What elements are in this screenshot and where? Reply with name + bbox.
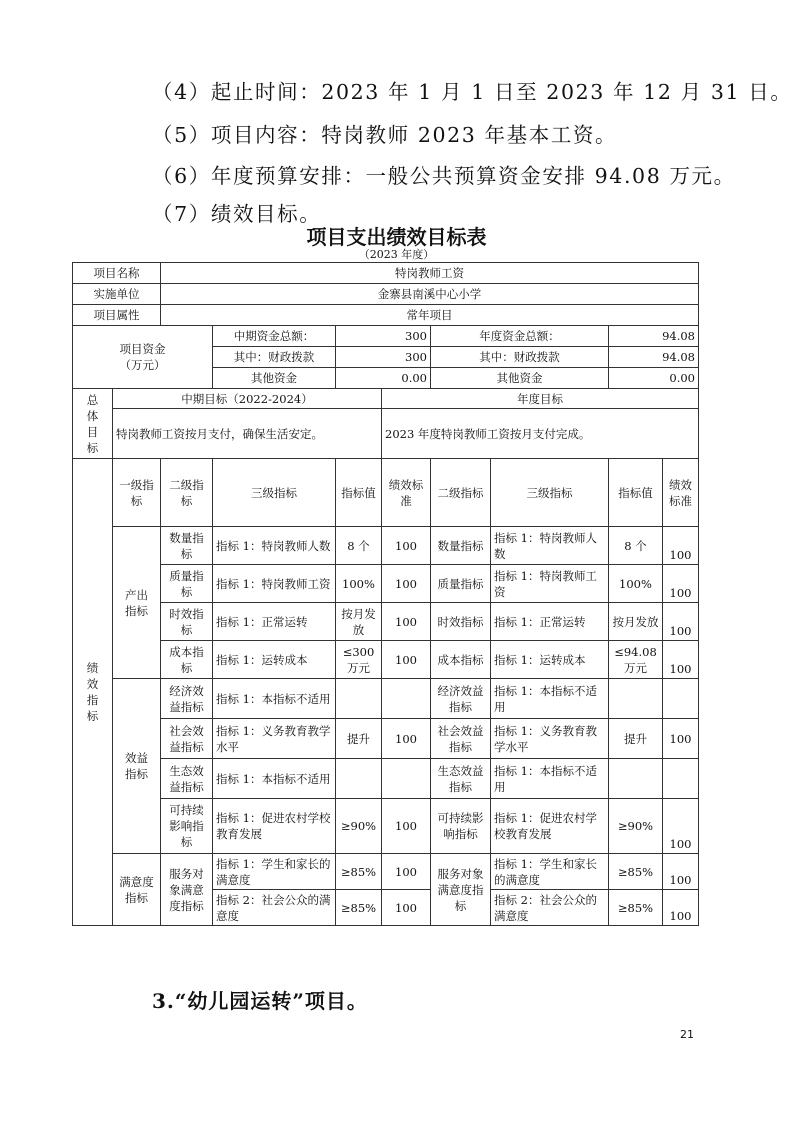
row-level3: 指标 1：特岗教师人数 [213, 527, 336, 565]
overall-goal-label: 总体目标 [73, 389, 113, 459]
row-level2-right: 社会效益指标 [431, 719, 491, 759]
project-attribute-label: 项目属性 [73, 305, 161, 326]
project-funds-label-line1: 项目资金 [119, 342, 166, 356]
header-level2: 二级指标 [161, 459, 213, 527]
row-value [336, 759, 382, 799]
row-value: 提升 [336, 719, 382, 759]
row-standard-right: 100 [663, 719, 699, 759]
header-level3-right: 三级指标 [491, 459, 609, 527]
row-level3: 指标 2：社会公众的满意度 [213, 890, 336, 926]
row-level3-right: 指标 1：特岗教师人数 [491, 527, 609, 565]
row-level2: 生态效益指标 [161, 759, 213, 799]
row-level3-right: 指标 1：运转成本 [491, 641, 609, 679]
row-value-right: 8 个 [609, 527, 663, 565]
mid-other-value: 0.00 [336, 368, 431, 389]
row-level3-right: 指标 1：本指标不适用 [491, 759, 609, 799]
year-fiscal-label: 其中：财政拨款 [431, 347, 609, 368]
row-level2: 数量指标 [161, 527, 213, 565]
row-level3-right: 指标 2：社会公众的满意度 [491, 890, 609, 926]
row-value: 按月发放 [336, 603, 382, 641]
row-standard: 100 [382, 565, 431, 603]
row-level3: 指标 1：学生和家长的满意度 [213, 854, 336, 890]
header-standard: 绩效标准 [382, 459, 431, 527]
row-level3-right: 指标 1：特岗教师工资 [491, 565, 609, 603]
output-indicators-label: 产出指标 [113, 527, 161, 679]
row-level3: 指标 1：本指标不适用 [213, 679, 336, 719]
implementing-unit-label: 实施单位 [73, 284, 161, 305]
row-level2-right: 数量指标 [431, 527, 491, 565]
year-goal-text: 2023 年度特岗教师工资按月支付完成。 [382, 409, 699, 459]
page-number: 21 [680, 1028, 694, 1041]
row-level2: 经济效益指标 [161, 679, 213, 719]
row-level2-right: 成本指标 [431, 641, 491, 679]
row-level2: 质量指标 [161, 565, 213, 603]
row-standard-right: 100 [663, 565, 699, 603]
mid-fiscal-value: 300 [336, 347, 431, 368]
row-level3-right: 指标 1：学生和家长的满意度 [491, 854, 609, 890]
row-value: 8 个 [336, 527, 382, 565]
year-other-value: 0.00 [609, 368, 699, 389]
row-level3: 指标 1：促进农村学校教育发展 [213, 799, 336, 854]
performance-indicators-label: 绩效指标 [73, 459, 113, 926]
row-standard-right: 100 [663, 854, 699, 890]
year-goal-header: 年度目标 [382, 389, 699, 409]
row-level2-right: 可持续影响指标 [431, 799, 491, 854]
row-standard-right: 100 [663, 890, 699, 926]
row-standard-right [663, 759, 699, 799]
table-row [73, 565, 699, 603]
table-row [73, 263, 699, 284]
row-level3: 指标 1：正常运转 [213, 603, 336, 641]
row-standard: 100 [382, 719, 431, 759]
row-value-right: ≥90% [609, 799, 663, 854]
row-standard: 100 [382, 799, 431, 854]
table-row [73, 759, 699, 799]
row-level3: 指标 1：运转成本 [213, 641, 336, 679]
row-standard-right: 100 [663, 603, 699, 641]
year-fiscal-value: 94.08 [609, 347, 699, 368]
table-row [73, 326, 699, 347]
row-level3-right: 指标 1：本指标不适用 [491, 679, 609, 719]
mid-total-label: 中期资金总额： [213, 326, 336, 347]
table-row [73, 459, 699, 527]
satisfaction-indicators-label: 满意度指标 [113, 854, 161, 926]
row-standard-right: 100 [663, 527, 699, 565]
header-level2-right: 二级指标 [431, 459, 491, 527]
project-funds-label-line2: （万元） [119, 358, 166, 372]
table-row [73, 389, 699, 409]
row-level2-right: 生态效益指标 [431, 759, 491, 799]
row-value: ≥85% [336, 890, 382, 926]
row-value-right [609, 759, 663, 799]
header-value: 指标值 [336, 459, 382, 527]
row-standard-right [663, 679, 699, 719]
row-value-right: ≥85% [609, 890, 663, 926]
row-level3: 指标 1：义务教育教学水平 [213, 719, 336, 759]
table-row [73, 527, 699, 565]
row-value: ≥90% [336, 799, 382, 854]
performance-table [72, 262, 699, 926]
row-value-right: 提升 [609, 719, 663, 759]
table-row [73, 719, 699, 759]
row-value [336, 679, 382, 719]
row-standard: 100 [382, 854, 431, 890]
table-row [73, 799, 699, 854]
table-subtitle: （2023 年度） [358, 248, 435, 261]
year-total-value: 94.08 [609, 326, 699, 347]
row-value: ≤300 万元 [336, 641, 382, 679]
paragraph-start-end-time: （4）起止时间：2023 年 1 月 1 日至 2023 年 12 月 31 日。 [152, 80, 793, 104]
row-value-right: 按月发放 [609, 603, 663, 641]
mid-fiscal-label: 其中：财政拨款 [213, 347, 336, 368]
year-total-label: 年度资金总额： [431, 326, 609, 347]
implementing-unit-value: 金寨县南溪中心小学 [161, 284, 699, 305]
row-level2: 社会效益指标 [161, 719, 213, 759]
row-level3-right: 指标 1：正常运转 [491, 603, 609, 641]
mid-goal-text: 特岗教师工资按月支付，确保生活安定。 [113, 409, 382, 459]
row-level3: 指标 1：特岗教师工资 [213, 565, 336, 603]
project-name-label: 项目名称 [73, 263, 161, 284]
paragraph-annual-budget: （6）年度预算安排：一般公共预算资金安排 94.08 万元。 [152, 164, 736, 188]
section-heading-kindergarten: 3.“幼儿园运转”项目。 [152, 989, 368, 1013]
row-level2-right: 质量指标 [431, 565, 491, 603]
mid-goal-header: 中期目标（2022-2024） [113, 389, 382, 409]
table-row [73, 305, 699, 326]
row-level2: 成本指标 [161, 641, 213, 679]
paragraph-performance-goal: （7）绩效目标。 [152, 202, 322, 226]
table-row [73, 284, 699, 305]
row-level2-right: 服务对象满意度指标 [431, 854, 491, 926]
mid-other-label: 其他资金 [213, 368, 336, 389]
row-value: 100% [336, 565, 382, 603]
row-standard-right: 100 [663, 641, 699, 679]
project-attribute-value: 常年项目 [161, 305, 699, 326]
row-level2: 时效指标 [161, 603, 213, 641]
row-level3-right: 指标 1：义务教育教学水平 [491, 719, 609, 759]
header-level3: 三级指标 [213, 459, 336, 527]
header-standard-right: 绩效标准 [663, 459, 699, 527]
header-level1: 一级指标 [113, 459, 161, 527]
row-level2: 可持续影响指标 [161, 799, 213, 854]
row-level3: 指标 1：本指标不适用 [213, 759, 336, 799]
row-standard: 100 [382, 890, 431, 926]
row-standard [382, 679, 431, 719]
row-standard [382, 759, 431, 799]
project-funds-label [73, 326, 213, 389]
row-value-right: ≥85% [609, 854, 663, 890]
row-standard: 100 [382, 603, 431, 641]
row-value-right [609, 679, 663, 719]
benefit-indicators-label: 效益指标 [113, 679, 161, 854]
row-value-right: ≤94.08 万元 [609, 641, 663, 679]
row-level2: 服务对象满意度指标 [161, 854, 213, 926]
project-name-value: 特岗教师工资 [161, 263, 699, 284]
paragraph-project-content: （5）项目内容：特岗教师 2023 年基本工资。 [152, 123, 618, 147]
row-level3-right: 指标 1：促进农村学校教育发展 [491, 799, 609, 854]
mid-total-value: 300 [336, 326, 431, 347]
table-row [73, 854, 699, 890]
year-other-label: 其他资金 [431, 368, 609, 389]
table-row [73, 409, 699, 459]
table-row [73, 679, 699, 719]
header-value-right: 指标值 [609, 459, 663, 527]
table-row [73, 641, 699, 679]
row-standard-right: 100 [663, 799, 699, 854]
row-standard: 100 [382, 527, 431, 565]
row-level2-right: 经济效益指标 [431, 679, 491, 719]
row-value: ≥85% [336, 854, 382, 890]
row-standard: 100 [382, 641, 431, 679]
table-row [73, 603, 699, 641]
row-level2-right: 时效指标 [431, 603, 491, 641]
row-value-right: 100% [609, 565, 663, 603]
table-title: 项目支出绩效目标表 [306, 225, 487, 249]
